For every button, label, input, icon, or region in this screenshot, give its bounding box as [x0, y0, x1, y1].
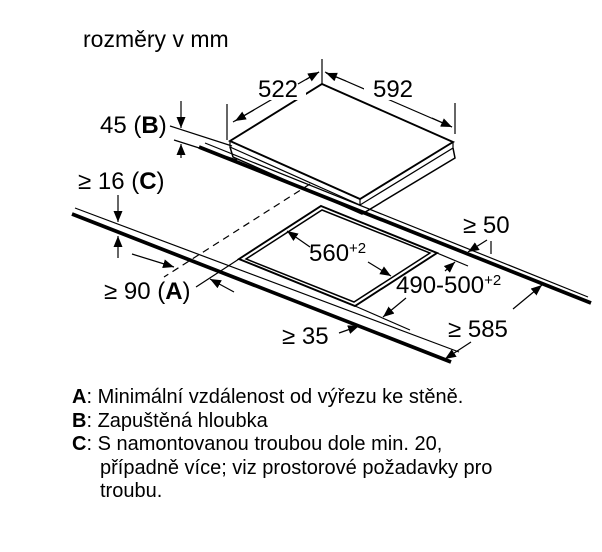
- legend-item-B: [72, 410, 508, 434]
- dim-35-label: ≥ 35: [282, 323, 329, 350]
- dim-50: [463, 212, 510, 252]
- dim-490-500-label: $490-500^{+2}$: [396, 272, 502, 299]
- dim-45-B: [100, 101, 181, 158]
- legend-text: Zapuštěná hloubka: [97, 409, 268, 432]
- dim-35: [282, 323, 359, 350]
- page-title: rozměry v mm: [83, 26, 229, 52]
- legend-sep: :: [86, 409, 98, 432]
- dim-585-label: ≥ 585: [448, 316, 508, 343]
- dim-560-label: $560^{+2}$: [309, 240, 367, 267]
- legend-text: S namontovanou troubou dole min. 20, případně více; viz prostorové požadavky pro troubu.: [97, 433, 493, 502]
- legend-sep: :: [86, 433, 98, 455]
- dim-50-label: ≥ 50: [463, 212, 510, 239]
- legend-key: A: [72, 386, 87, 408]
- legend-text: Minimální vzdálenost od výřezu ke stěně.: [97, 386, 464, 408]
- legend: [72, 386, 508, 504]
- legend-item-A: [72, 386, 508, 410]
- dim-45-extension-top: [170, 126, 232, 146]
- dim-45-label: 45 (B): [100, 112, 167, 139]
- legend-sep: :: [86, 386, 98, 408]
- legend-key: C: [72, 433, 87, 455]
- legend-item-C: [72, 433, 508, 504]
- dim-522-label: 522: [257, 76, 299, 103]
- legend-key: B: [72, 409, 87, 432]
- dim-90-label: ≥ 90 (A): [104, 278, 191, 305]
- dim-90-A: [104, 254, 234, 305]
- dim-592-label: 592: [372, 76, 414, 103]
- dim-16-label: ≥ 16 (C): [78, 168, 165, 195]
